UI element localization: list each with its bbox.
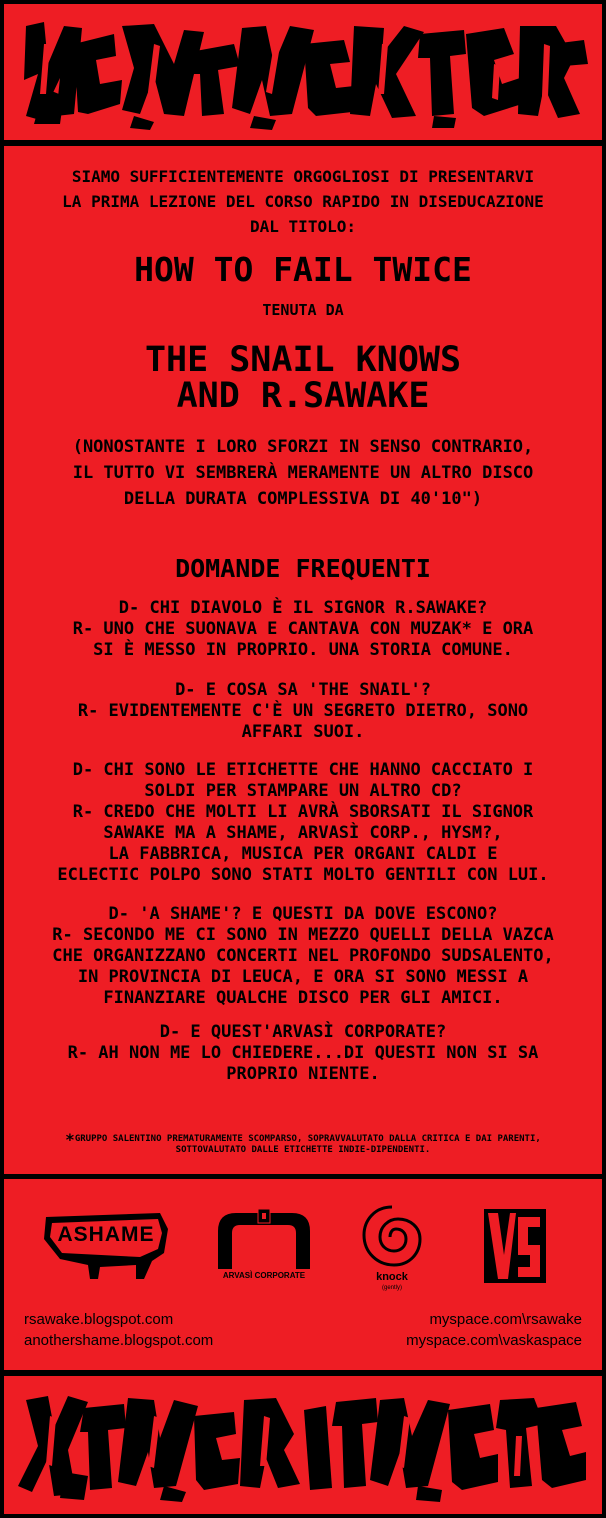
intro-line: DAL TITOLO: xyxy=(250,217,356,236)
ashame-text: ASHAME xyxy=(57,1223,155,1246)
footnote-line: SOTTOVALUTATO DALLE ETICHETTE INDIE-DIPENDENTI. xyxy=(175,1145,431,1155)
arvasi-logo xyxy=(214,1209,314,1289)
intro-line: SIAMO SUFFICIENTEMENTE ORGOGLIOSI DI PRESENTARVI xyxy=(71,167,535,186)
top-graffiti-panel xyxy=(4,4,602,140)
arvasi-text: ARVASÌ CORPORATE xyxy=(222,1271,306,1280)
vasca-text xyxy=(480,1293,550,1294)
faq-line: D- E COSA SA 'THE SNAIL'? xyxy=(175,680,431,700)
note-line: (NONOSTANTE I LORO SFORZI IN SENSO CONTRARIO, xyxy=(72,437,534,457)
faq-item xyxy=(4,680,602,743)
myspace-link-vaskaspace[interactable]: myspace.com\vaskaspace xyxy=(406,1332,582,1349)
main-text-panel xyxy=(4,146,602,1174)
blog-link-rsawake[interactable]: rsawake.blogspot.com xyxy=(24,1311,174,1328)
footnote-line xyxy=(14,1130,592,1149)
album-title: HOW TO FAIL TWICE xyxy=(134,250,472,289)
faq-line: SI È MESSO IN PROPRIO. UNA STORIA COMUNE. xyxy=(93,640,513,660)
faq-line: R- SECONDO ME CI SONO IN MEZZO QUELLI DELLA VAZCA xyxy=(52,925,554,945)
arch-icon xyxy=(214,1209,314,1271)
faq-item xyxy=(4,598,602,661)
tenuta-label: TENUTA DA xyxy=(262,301,344,319)
faq-item xyxy=(4,1022,602,1085)
note-line: IL TUTTO VI SEMBRERÀ MERAMENTE UN ALTRO DISCO xyxy=(72,463,534,483)
vasca-logo xyxy=(480,1205,550,1287)
faq-line: PROPRIO NIENTE. xyxy=(226,1064,380,1084)
faq-line: R- EVIDENTEMENTE C'È UN SEGRETO DIETRO, SONO xyxy=(77,701,529,721)
note-line: DELLA DURATA COMPLESSIVA DI 40'10") xyxy=(123,489,483,509)
logos-panel xyxy=(4,1179,602,1370)
faq-line: R- UNO CHE SUONAVA E CANTAVA CON MUZAK* E ORA xyxy=(72,619,534,639)
intro-line: LA PRIMA LEZIONE DEL CORSO RAPIDO IN DISEDUCAZIONE xyxy=(62,192,544,211)
faq-line: FINANZIARE QUALCHE DISCO PER GLI AMICI. xyxy=(103,988,503,1008)
footnote-text: GRUPPO SALENTINO PREMATURAMENTE SCOMPARSO, SOPRAVVALUTATO DALLA CRITICA E DAI PARENTI, xyxy=(74,1134,541,1144)
faq-line: D- CHI DIAVOLO È IL SIGNOR R.SAWAKE? xyxy=(118,598,488,618)
ashame-logo xyxy=(40,1209,172,1283)
duration-note xyxy=(4,434,602,512)
faq-line: R- CREDO CHE MOLTI LI AVRÀ SBORSATI IL SIGNOR xyxy=(72,802,534,822)
faq-item xyxy=(4,904,602,1009)
faq-item xyxy=(4,760,602,886)
faq-line: AFFARI SUOI. xyxy=(241,722,365,742)
faq-line: R- AH NON ME LO CHIEDERE...DI QUESTI NON SI SA xyxy=(67,1043,539,1063)
vasca-mark-icon xyxy=(480,1205,550,1287)
faq-line: IN PROVINCIA DI LEUCA, E ORA SI SONO MESSI A xyxy=(77,967,529,987)
faq-line: LA FABBRICA, MUSICA PER ORGANI CALDI E xyxy=(108,844,498,864)
knock-sub-text: (gently) xyxy=(381,1285,402,1291)
intro-text xyxy=(4,164,602,239)
graffiti-lettering-top xyxy=(4,4,602,140)
faq-line: SOLDI PER STAMPARE UN ALTRO CD? xyxy=(144,781,462,801)
faq-line: CHE ORGANIZZANO CONCERTI NEL PROFONDO SUDSALENTO, xyxy=(52,946,554,966)
links-right xyxy=(406,1309,582,1351)
faq-line: D- E QUEST'ARVASÌ CORPORATE? xyxy=(159,1022,447,1042)
faq-line: D- CHI SONO LE ETICHETTE CHE HANNO CACCIATO I xyxy=(72,760,534,780)
faq-line: SAWAKE MA A SHAME, ARVASÌ CORP., HYSM?, xyxy=(103,823,503,843)
footnote xyxy=(14,1130,592,1156)
links-left xyxy=(24,1309,213,1351)
snail-shell-icon xyxy=(360,1203,424,1269)
artist-line: AND R.SAWAKE xyxy=(176,376,430,416)
faq-heading: DOMANDE FREQUENTI xyxy=(175,554,431,583)
knock-text: knock xyxy=(376,1271,408,1283)
bottom-graffiti-panel xyxy=(4,1376,602,1514)
knock-logo xyxy=(360,1203,424,1299)
artist-line: THE SNAIL KNOWS xyxy=(144,340,462,380)
faq-line: ECLECTIC POLPO SONO STATI MOLTO GENTILI CON LUI. xyxy=(57,865,549,885)
faq-line: D- 'A SHAME'? E QUESTI DA DOVE ESCONO? xyxy=(108,904,498,924)
footnote-star: * xyxy=(65,1130,75,1149)
blog-link-anothershame[interactable]: anothershame.blogspot.com xyxy=(24,1332,214,1349)
myspace-link-rsawake[interactable]: myspace.com\rsawake xyxy=(429,1311,582,1328)
artists-names xyxy=(4,342,602,414)
graffiti-lettering-bottom xyxy=(4,1376,602,1514)
